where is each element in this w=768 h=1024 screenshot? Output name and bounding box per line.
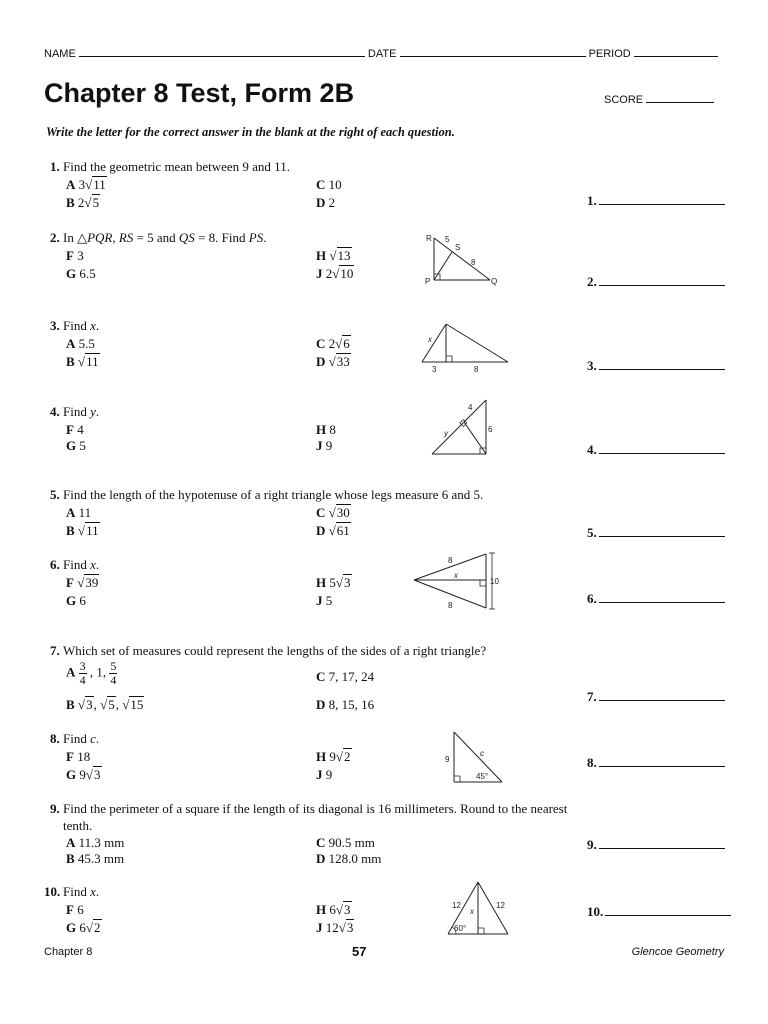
option-c: H 8 [316, 422, 336, 437]
option-c: C 2√6 [316, 336, 350, 351]
option-b: G 6.5 [66, 266, 96, 281]
option-d: D 8, 15, 16 [316, 697, 375, 712]
side-label: 8 [448, 601, 453, 610]
side-label: 3 [432, 365, 437, 374]
option-b: G 6 [66, 593, 86, 608]
footer-book: Glencoe Geometry [631, 946, 724, 958]
option-c: H 5√3 [316, 575, 351, 590]
side-label: c [480, 749, 484, 758]
answer-blank[interactable]: 2. [587, 273, 725, 290]
score-box [604, 92, 714, 106]
option-a: F 3 [66, 248, 84, 263]
question-number: 2. [50, 230, 60, 245]
option-radicand: 5 [92, 195, 100, 210]
option-a: F √39 [66, 575, 99, 590]
side-label: 9 [445, 755, 450, 764]
side-label: x [428, 335, 432, 344]
answer-blank[interactable]: 8. [587, 754, 725, 771]
option-coef: 2 [77, 195, 85, 210]
option-d: J 9 [316, 767, 333, 782]
option-c: H 6√3 [316, 902, 351, 917]
option-b: G 9√3 [66, 767, 101, 782]
question-stem: Find c. [63, 731, 100, 746]
side-label: 12 [496, 901, 505, 910]
fraction: $\frac{3}{4}$ [79, 659, 86, 687]
answer-blank[interactable]: 5. [587, 524, 725, 541]
question-stem: Find the geometric mean between 9 and 11. [63, 159, 290, 174]
question-stem: Find the length of the hypotenuse of a right triangle whose legs measure 6 and 5. [63, 487, 484, 502]
side-label: 12 [452, 901, 461, 910]
option-a: A $\frac{3}{4}$ , 1, $\frac{5}{4}$ [66, 659, 117, 687]
option-label: D [316, 195, 326, 210]
triangle-figure-6 [412, 550, 504, 614]
header-line [44, 46, 724, 60]
question-number: 10. [44, 884, 61, 899]
question-stem: Which set of measures could represent the lengths of the sides of a right triangle? [63, 643, 487, 658]
blank-number: 1. [587, 193, 597, 208]
name-field[interactable] [79, 46, 365, 57]
fraction: $\frac{5}{4}$ [110, 659, 117, 687]
option-c: C √30 [316, 505, 350, 520]
question-stem: Find x. [63, 318, 100, 333]
option-b: B √3, √5, √15 [66, 697, 144, 712]
option-c: H 9√2 [316, 749, 351, 764]
date-label: DATE [367, 48, 397, 60]
option-radicand: 11 [93, 177, 106, 192]
option-b: B √11 [66, 354, 99, 369]
question-stem: In △PQR, RS = 5 and QS = 8. Find PS. [63, 230, 267, 245]
option-a: A 11.3 mm [66, 835, 125, 850]
side-label: 4 [468, 403, 473, 412]
option-b: G 5 [66, 438, 86, 453]
question-number: 8. [50, 731, 60, 746]
vertex-label: S [455, 243, 461, 252]
answer-blank[interactable]: 3. [587, 357, 725, 374]
page-number: 57 [352, 944, 367, 959]
footer-chapter: Chapter 8 [44, 946, 93, 958]
triangle-figure-2 [424, 232, 500, 288]
side-label: 8 [448, 556, 453, 565]
option-coef: 3 [78, 177, 86, 192]
question-stem: Find x. [63, 557, 100, 572]
option-a: A 11 [66, 505, 92, 520]
option-label: C [316, 177, 326, 192]
option-d: J 2√10 [316, 266, 354, 281]
side-label: x [470, 907, 474, 916]
angle-label: 60° [454, 924, 467, 933]
answer-blank[interactable]: 4. [587, 441, 725, 458]
triangle-figure-4 [428, 398, 498, 458]
side-label: 6 [488, 425, 493, 434]
option-d: J 12√3 [316, 920, 354, 935]
option-d [316, 194, 335, 211]
side-label: x [454, 571, 458, 580]
option-d: D √61 [316, 523, 350, 538]
option-b: G 6√2 [66, 920, 101, 935]
side-label: 8 [474, 365, 479, 374]
answer-blank[interactable]: 10. [587, 903, 731, 920]
question-number: 3. [50, 318, 60, 333]
period-label: PERIOD [588, 48, 631, 60]
answer-blank[interactable]: 7. [587, 688, 725, 705]
question-number: 9. [50, 801, 60, 816]
option-a: F 4 [66, 422, 84, 437]
question-number: 4. [50, 404, 60, 419]
side-label: 5 [445, 235, 450, 244]
option-c: C 90.5 mm [316, 835, 375, 850]
triangle-figure-8 [442, 728, 508, 786]
option-d: D 128.0 mm [316, 851, 382, 866]
option-b: B 2√5 [66, 195, 100, 210]
option-a: F 18 [66, 749, 91, 764]
answer-blank[interactable]: 6. [587, 590, 725, 607]
question-number: 6. [50, 557, 60, 572]
option-label: A [66, 177, 76, 192]
vertex-label: R [426, 234, 432, 243]
score-label: SCORE [604, 94, 644, 106]
question-number: 7. [50, 643, 60, 658]
question-stem: Find y. [63, 404, 100, 419]
question-number: 5. [50, 487, 60, 502]
option-c: C 7, 17, 24 [316, 669, 375, 684]
question-stem: Find x. [63, 884, 100, 899]
option-a: A 3√11 [66, 177, 106, 192]
question-stem: Find the perimeter of a square if the length of its diagonal is 16 millimeters. Round to the nearest tenth. [63, 801, 568, 833]
vertex-label: Q [491, 277, 498, 286]
option-text: 2 [328, 195, 336, 210]
side-label: y [444, 429, 448, 438]
option-a: F 6 [66, 902, 84, 917]
vertex-label: P [425, 277, 431, 286]
angle-label: 45° [476, 772, 489, 781]
option-b: B √11 [66, 523, 99, 538]
option-b: B 45.3 mm [66, 851, 125, 866]
instructions: Write the letter for the correct answer in the blank at the right of each question. [46, 125, 455, 139]
side-label: 8 [471, 258, 476, 267]
option-d: J 9 [316, 438, 333, 453]
option-c: H √13 [316, 248, 351, 263]
page-title: Chapter 8 Test, Form 2B [44, 78, 355, 108]
option-d: J 5 [316, 593, 333, 608]
option-a: A 5.5 [66, 336, 95, 351]
triangle-figure-10 [442, 878, 516, 938]
option-label: B [66, 195, 75, 210]
score-field[interactable] [646, 92, 714, 103]
answer-blank[interactable]: 9. [587, 836, 725, 853]
date-field[interactable] [400, 46, 586, 57]
question-number: 1. [50, 159, 60, 174]
option-text: 10 [328, 177, 342, 192]
option-c [316, 176, 342, 193]
triangle-figure-3 [420, 318, 512, 374]
option-d: D √33 [316, 354, 350, 369]
answer-blank[interactable] [587, 192, 725, 209]
name-label: NAME [44, 48, 76, 60]
period-field[interactable] [634, 46, 718, 57]
side-label: 10 [490, 577, 499, 586]
